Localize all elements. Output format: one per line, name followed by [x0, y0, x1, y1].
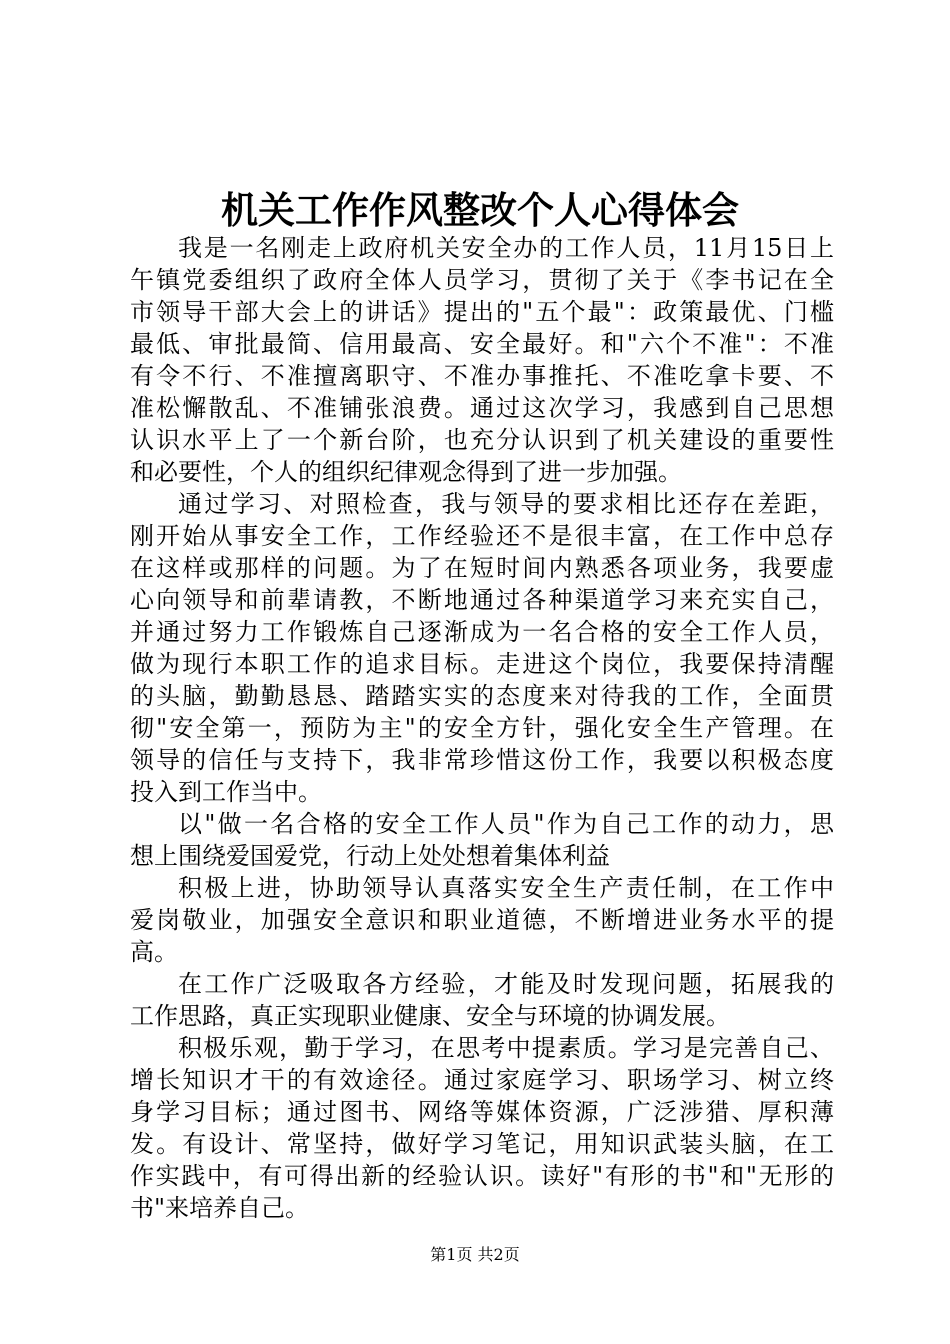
paragraph-line: 午镇党委组织了政府全体人员学习，贯彻了关于《李书记在全 [130, 266, 834, 294]
paragraph-line: 身学习目标；通过图书、网络等媒体资源，广泛涉猎、厚积薄 [130, 1098, 834, 1126]
paragraph-line: 作实践中，有可得出新的经验认识。读好"有形的书"和"无形的 [130, 1162, 834, 1190]
paragraph-line: 以"做一名合格的安全工作人员"作为自己工作的动力，思 [178, 810, 834, 838]
paragraph-line: 增长知识才干的有效途径。通过家庭学习、职场学习、树立终 [130, 1066, 834, 1094]
document-title: 机关工作作风整改个人心得体会 [221, 188, 739, 232]
paragraph-line: 领导的信任与支持下，我非常珍惜这份工作，我要以积极态度 [130, 746, 834, 774]
paragraph-line: 的头脑，勤勤恳恳、踏踏实实的态度来对待我的工作，全面贯 [130, 682, 834, 710]
paragraph-line: 在工作广泛吸取各方经验，才能及时发现问题，拓展我的 [178, 970, 834, 998]
paragraph [130, 488, 834, 808]
paragraph-line: 准松懈散乱、不准铺张浪费。通过这次学习，我感到自己思想 [130, 394, 834, 422]
paragraph-line: 工作思路，真正实现职业健康、安全与环境的协调发展。 [130, 1002, 730, 1030]
paragraph-line: 在这样或那样的问题。为了在短时间内熟悉各项业务，我要虚 [130, 554, 834, 582]
paragraph-line: 彻"安全第一，预防为主"的安全方针，强化安全生产管理。在 [130, 714, 834, 742]
paragraph-line: 爱岗敬业，加强安全意识和职业道德，不断增进业务水平的提 [130, 906, 834, 934]
paragraph-line: 最低、审批最简、信用最高、安全最好。和"六个不准"：不准 [130, 330, 834, 358]
paragraph-line: 认识水平上了一个新台阶，也充分认识到了机关建设的重要性 [130, 426, 834, 454]
paragraph [130, 872, 834, 968]
paragraph-line: 通过学习、对照检查，我与领导的要求相比还存在差距， [178, 490, 834, 518]
paragraph-line: 心向领导和前辈请教，不断地通过各种渠道学习来充实自己， [130, 586, 834, 614]
paragraph-line: 并通过努力工作锻炼自己逐渐成为一名合格的安全工作人员， [130, 618, 834, 646]
paragraph [130, 968, 834, 1032]
paragraph [130, 232, 834, 488]
paragraph-line: 做为现行本职工作的追求目标。走进这个岗位，我要保持清醒 [130, 650, 834, 678]
paragraph-line: 我是一名刚走上政府机关安全办的工作人员，11月15日上 [178, 234, 834, 262]
paragraph-line: 刚开始从事安全工作，工作经验还不是很丰富，在工作中总存 [130, 522, 834, 550]
paragraph-line: 市领导干部大会上的讲话》提出的"五个最"：政策最优、门槛 [130, 298, 834, 326]
paragraph-line: 想上围绕爱国爱党，行动上处处想着集体利益 [130, 842, 610, 870]
paragraph-line: 书"来培养自己。 [130, 1194, 310, 1222]
paragraph-line: 积极上进，协助领导认真落实安全生产责任制，在工作中 [178, 874, 834, 902]
paragraph-line: 有令不行、不准擅离职守、不准办事推托、不准吃拿卡要、不 [130, 362, 834, 390]
paragraph [130, 808, 834, 872]
paragraph-line: 积极乐观，勤于学习，在思考中提素质。学习是完善自己、 [178, 1034, 834, 1062]
document-body [130, 232, 834, 1224]
paragraph-line: 和必要性，个人的组织纪律观念得到了进一步加强。 [130, 458, 682, 486]
page-number-footer: 第1页 共2页 [430, 1245, 520, 1264]
paragraph-line: 高。 [130, 938, 178, 966]
paragraph-line: 发。有设计、常坚持，做好学习笔记，用知识武装头脑，在工 [130, 1130, 834, 1158]
paragraph [130, 1032, 834, 1224]
paragraph-line: 投入到工作当中。 [130, 778, 322, 806]
